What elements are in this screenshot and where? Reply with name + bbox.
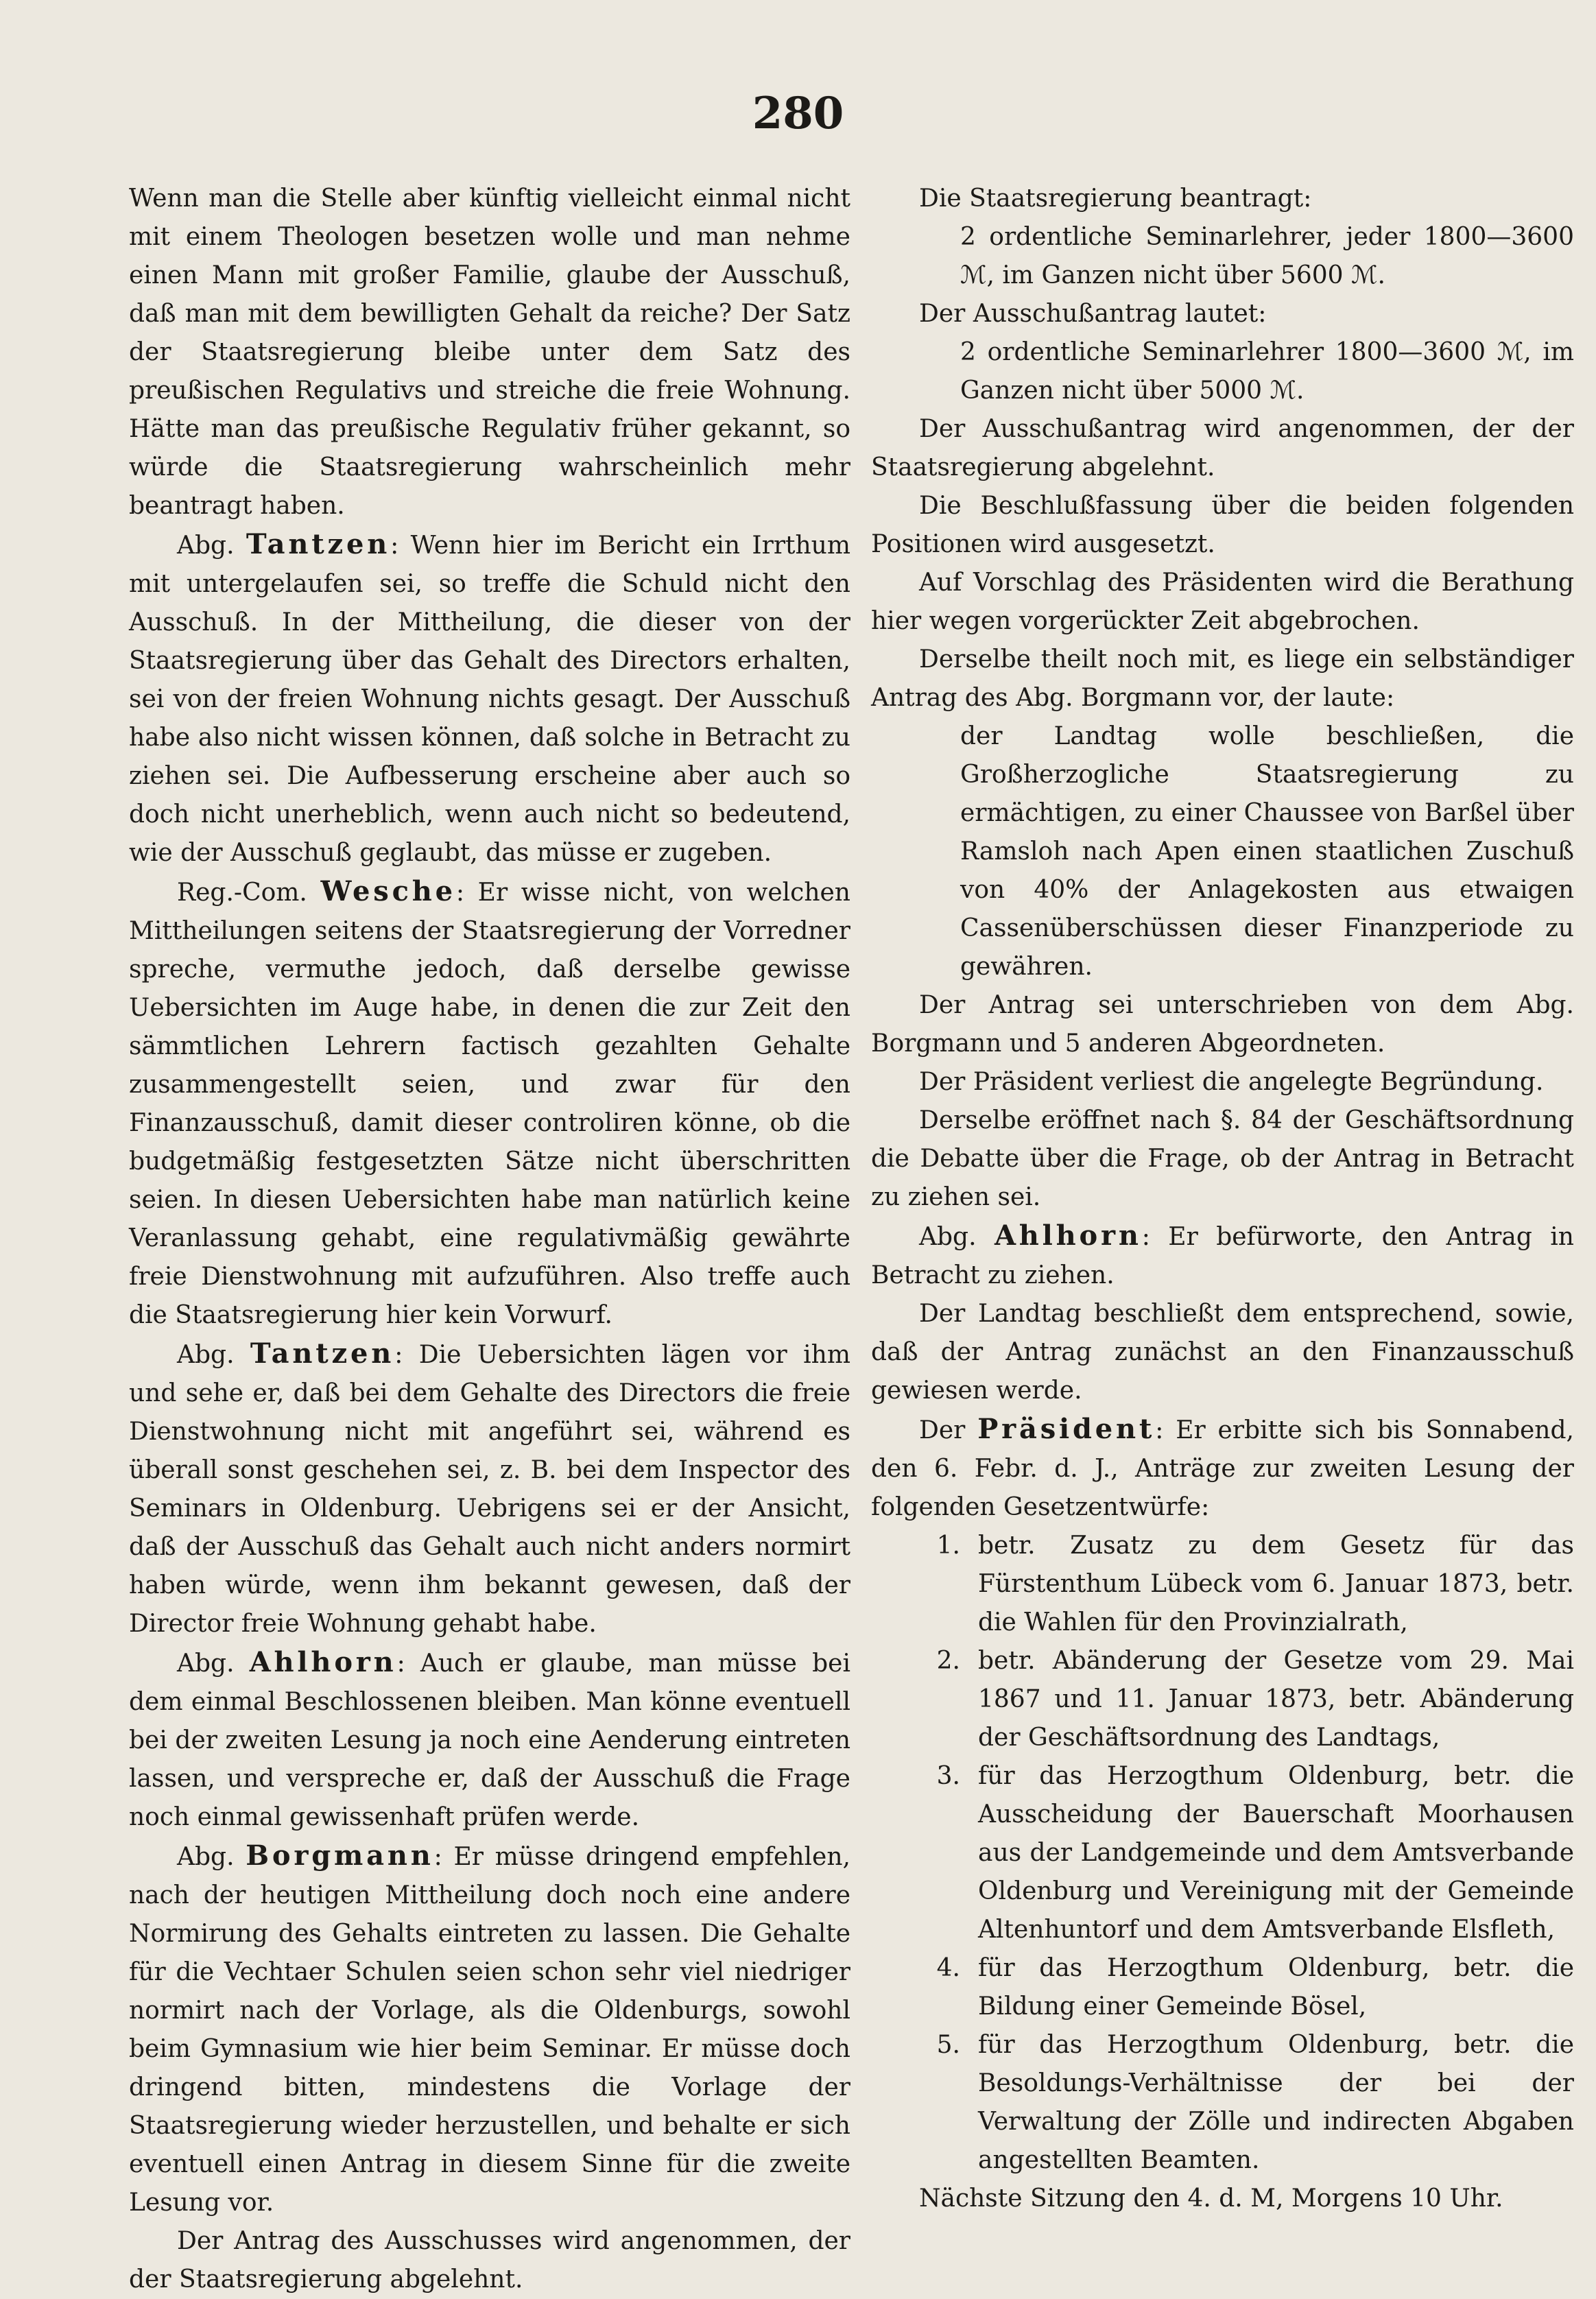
- speaker-paragraph: [129, 525, 850, 872]
- paragraph: Der Landtag beschließt dem entsprechend, sowie, daß der Antrag zunächst an den Finanzausschuß gewiesen werde.: [871, 1300, 1574, 1405]
- paragraph: Wenn man die Stelle aber künftig vielleicht einmal nicht mit einem Theologen besetzen wolle und man nehme einen Mann mit großer Familie, glaube der Ausschuß, daß man mit dem bewilligten Gehalt da reiche? Der Satz der Staatsregierung bleibe unter dem Satz des preußischen Regulativs und streiche die freie Wohnung. Hätte man das preußische Regulativ früher gekannt, so würde die Staatsregierung wahrscheinlich mehr beantragt haben.: [129, 184, 850, 520]
- list-item-number: 2.: [936, 1647, 960, 1675]
- paragraph: Derselbe theilt noch mit, es liege ein selbständiger Antrag des Abg. Borgmann vor, der laute:: [871, 645, 1574, 712]
- speaker-paragraph: [129, 1335, 850, 1643]
- list-item-number: 5.: [936, 2031, 960, 2059]
- indented-proposal: 2 ordentliche Seminarlehrer 1800—3600 ℳ, im Ganzen nicht über 5000 ℳ.: [960, 338, 1574, 405]
- quoted-motion: der Landtag wolle beschließen, die Großherzogliche Staatsregierung zu ermächtigen, zu einer Chaussee von Barßel über Ramsloh nach Apen einen staatlichen Zuschuß von 40% der Anlagekosten aus etwaigen Cassenüberschüssen dieser Finanzperiode zu gewähren.: [960, 722, 1574, 981]
- paragraph: Die Staatsregierung beantragt:: [919, 184, 1312, 213]
- speaker-prefix: Abg.: [177, 1649, 235, 1678]
- speaker-prefix: Abg.: [177, 1843, 235, 1871]
- speaker-name: Ahlhorn: [249, 1646, 397, 1678]
- speech-text: : Er befürworte, den Antrag in Betracht zu ziehen.: [871, 1223, 1574, 1289]
- speaker-prefix: Abg.: [177, 532, 235, 560]
- paragraph: Der Antrag des Ausschusses wird angenommen, der der Staatsregierung abgelehnt.: [129, 2227, 850, 2294]
- speaker-prefix: Abg.: [919, 1223, 977, 1251]
- speaker-name: Wesche: [320, 875, 456, 907]
- indented-proposal: 2 ordentliche Seminarlehrer, jeder 1800—3600 ℳ, im Ganzen nicht über 5600 ℳ.: [960, 223, 1574, 289]
- speaker-prefix: Der: [919, 1416, 966, 1444]
- speaker-name: Ahlhorn: [994, 1219, 1142, 1252]
- speech-text: : Wenn hier im Bericht ein Irrthum mit untergelaufen sei, so treffe die Schuld nicht den Ausschuß. In der Mittheilung, die dieser von der Staatsregierung über das Gehalt des Directors erhalten, sei von der freien Wohnung nichts gesagt. Der Ausschuß habe also nicht wissen können, daß solche in Betracht zu ziehen sei. Die Aufbesserung erscheine aber auch so doch nicht unerheblich, wenn auch nicht so bedeutend, wie der Ausschuß geglaubt, das müsse er zugeben.: [129, 532, 850, 867]
- left-column: [129, 180, 850, 2299]
- speaker-prefix: Abg.: [177, 1341, 235, 1369]
- speaker-name: Tantzen: [250, 1337, 395, 1370]
- paragraph: Derselbe eröffnet nach §. 84 der Geschäftsordnung die Debatte über die Frage, ob der Antrag in Betracht zu ziehen sei.: [871, 1106, 1574, 1211]
- speaker-prefix: Reg.-Com.: [177, 879, 307, 907]
- list-item-text: betr. Abänderung der Gesetze vom 29. Mai 1867 und 11. Januar 1873, betr. Abänderung der Geschäftsordnung des Landtags,: [978, 1647, 1574, 1752]
- paragraph: Der Ausschußantrag wird angenommen, der der Staatsregierung abgelehnt.: [871, 415, 1574, 481]
- paragraph: Der Ausschußantrag lautet:: [919, 300, 1267, 328]
- right-column: [871, 180, 1574, 2218]
- list-item-number: 3.: [936, 1762, 960, 1790]
- list-item: [871, 1642, 1574, 1757]
- speaker-paragraph: [871, 1217, 1574, 1295]
- speaker-paragraph: [129, 1643, 850, 1837]
- list-item-number: 4.: [936, 1954, 960, 1982]
- list-item-text: für das Herzogthum Oldenburg, betr. die Ausscheidung der Bauerschaft Moorhausen aus der Landgemeinde und dem Amtsverbande Oldenburg und Vereinigung mit der Gemeinde Altenhuntorf und dem Amtsverbande Elsfleth,: [978, 1762, 1574, 1944]
- speaker-paragraph: [129, 1837, 850, 2222]
- paragraph: Der Präsident verliest die angelegte Begründung.: [919, 1068, 1544, 1096]
- speech-text: : Er wisse nicht, von welchen Mittheilungen seitens der Staatsregierung der Vorredner spreche, vermuthe jedoch, daß derselbe gewisse Uebersichten im Auge habe, in denen die zur Zeit den sämmtlichen Lehrern factisch gezahlten Gehalte zusammengestellt seien, und zwar für den Finanzausschuß, damit dieser controliren könne, ob die budgetmäßig festgesetzten Sätze nicht überschritten seien. In diesen Uebersichten habe man natürlich keine Veranlassung gehabt, eine regulativmäßig gewährte freie Dienstwohnung mit aufzuführen. Also treffe auch die Staatsregierung hier kein Vorwurf.: [129, 879, 850, 1329]
- list-item: [871, 2026, 1574, 2180]
- speaker-name: Präsident: [977, 1413, 1156, 1445]
- paragraph: Auf Vorschlag des Präsidenten wird die Berathung hier wegen vorgerückter Zeit abgebrochen.: [871, 569, 1574, 635]
- speech-text: : Er müsse dringend empfehlen, nach der heutigen Mittheilung doch noch eine andere Normirung des Gehalts eintreten zu lassen. Die Gehalte für die Vechtaer Schulen seien schon sehr viel niedriger normirt nach der Vorlage, als die Oldenburgs, sowohl beim Gymnasium wie hier beim Seminar. Er müsse doch dringend bitten, mindestens die Vorlage der Staatsregierung wieder herzustellen, und behalte er sich eventuell einen Antrag in diesem Sinne für die zweite Lesung vor.: [129, 1843, 850, 2217]
- list-item-number: 1.: [936, 1532, 960, 1560]
- list-item: [871, 1757, 1574, 1949]
- list-item-text: betr. Zusatz zu dem Gesetz für das Fürstenthum Lübeck vom 6. Januar 1873, betr. die Wahlen für den Provinzialrath,: [978, 1532, 1574, 1636]
- speaker-name: Borgmann: [246, 1839, 434, 1872]
- list-item: [871, 1949, 1574, 2026]
- speaker-paragraph: [129, 872, 850, 1335]
- list-item-text: für das Herzogthum Oldenburg, betr. die Bildung einer Gemeinde Bösel,: [978, 1954, 1574, 2021]
- paragraph: Nächste Sitzung den 4. d. M, Morgens 10 Uhr.: [919, 2184, 1503, 2213]
- speech-text: : Er erbitte sich bis Sonnabend, den 6. Febr. d. J., Anträge zur zweiten Lesung der folgenden Gesetzentwürfe:: [871, 1416, 1574, 1521]
- speaker-name: Tantzen: [246, 528, 391, 560]
- speech-text: : Die Uebersichten lägen vor ihm und sehe er, daß bei dem Gehalte des Directors die freie Dienstwohnung nicht mit angeführt sei, während es überall sonst geschehen sei, z. B. bei dem Inspector des Seminars in Oldenburg. Uebrigens sei er der Ansicht, daß der Ausschuß das Gehalt auch nicht anders normirt haben würde, wenn ihm bekannt gewesen, daß der Director freie Wohnung gehabt habe.: [129, 1341, 850, 1638]
- list-item: [871, 1527, 1574, 1642]
- paragraph: Der Antrag sei unterschrieben von dem Abg. Borgmann und 5 anderen Abgeordneten.: [871, 991, 1574, 1058]
- page-number: 280: [752, 88, 844, 139]
- list-item-text: für das Herzogthum Oldenburg, betr. die Besoldungs-Verhältnisse der bei der Verwaltung der Zölle und indirecten Abgaben angestellten Beamten.: [978, 2031, 1574, 2174]
- paragraph: Die Beschlußfassung über die beiden folgenden Positionen wird ausgesetzt.: [871, 492, 1574, 558]
- speech-text: : Auch er glaube, man müsse bei dem einmal Beschlossenen bleiben. Man könne eventuell bei der zweiten Lesung ja noch eine Aenderung eintreten lassen, und verspreche er, daß der Ausschuß die Frage noch einmal gewissenhaft prüfen werde.: [129, 1649, 851, 1831]
- speaker-paragraph: [871, 1410, 1574, 1527]
